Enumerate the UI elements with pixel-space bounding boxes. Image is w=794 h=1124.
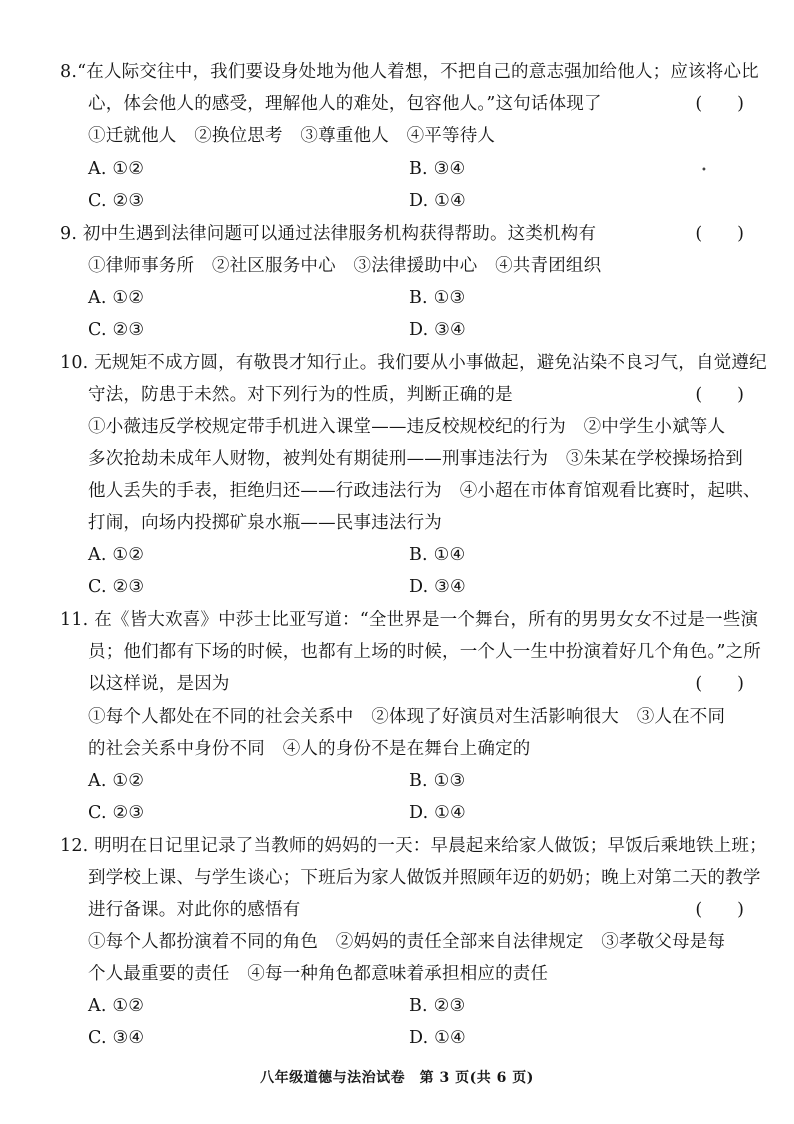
q8-option-b: B. ③④ <box>409 159 466 179</box>
q9-stem-line-1: 9. 初中生遇到法律问题可以通过法律服务机构获得帮助。这类机构有 <box>60 224 597 244</box>
q11-option-d: D. ①④ <box>409 803 466 823</box>
page-footer: 八年级道德与法治试卷 第 3 页(共 6 页) <box>260 1070 534 1086</box>
q12-answer-bracket: ( ) <box>695 900 744 920</box>
q12-option-c: C. ③④ <box>88 1028 145 1048</box>
q11-stem-line-2: 员；他们都有下场的时候，也都有上场的时候，一个人一生中扮演着好几个角色。”之所 <box>88 642 761 662</box>
q12-option-d: D. ①④ <box>409 1028 466 1048</box>
q8-stem-line-1: 8.“在人际交往中，我们要设身处地为他人着想，不把自己的意志强加给他人；应该将心比 <box>60 62 759 82</box>
q10-option-b: B. ①④ <box>409 545 466 565</box>
q9-option-a: A. ①② <box>88 288 145 308</box>
q9-items: ①律师事务所 ②社区服务中心 ③法律援助中心 ④共青团组织 <box>88 256 602 276</box>
q12-option-b: B. ②③ <box>409 996 466 1016</box>
q12-items-line-1: ①每个人都扮演着不同的角色 ②妈妈的责任全部来自法律规定 ③孝敬父母是每 <box>88 932 726 952</box>
q11-option-a: A. ①② <box>88 771 145 791</box>
q8-items: ①迁就他人 ②换位思考 ③尊重他人 ④平等待人 <box>88 126 496 146</box>
q10-items-line-3: 他人丢失的手表，拒绝归还——行政违法行为 ④小超在市体育馆观看比赛时，起哄、 <box>88 481 761 501</box>
q9-option-d: D. ③④ <box>409 320 466 340</box>
q12-option-a: A. ①② <box>88 996 145 1016</box>
q10-option-c: C. ②③ <box>88 577 145 597</box>
q8-option-a: A. ①② <box>88 159 145 179</box>
q8-option-c: C. ②③ <box>88 191 145 211</box>
q11-option-b: B. ①③ <box>409 771 466 791</box>
q8-answer-bracket: ( ) <box>695 94 744 114</box>
q10-items-line-2: 多次抢劫未成年人财物，被判处有期徒刑——刑事违法行为 ③朱某在学校操场拾到 <box>88 449 743 469</box>
q10-items-line-1: ①小薇违反学校规定带手机进入课堂——违反校规校纪的行为 ②中学生小斌等人 <box>88 417 726 437</box>
q11-items-line-1: ①每个人都处在不同的社会关系中 ②体现了好演员对生活影响很大 ③人在不同 <box>88 707 726 727</box>
q11-stem-line-1: 11. 在《皆大欢喜》中莎士比亚写道：“全世界是一个舞台，所有的男男女女不过是一些演 <box>60 610 759 630</box>
scan-speck: • <box>701 165 707 176</box>
q9-option-c: C. ②③ <box>88 320 145 340</box>
q8-option-d: D. ①④ <box>409 191 466 211</box>
q9-answer-bracket: ( ) <box>695 224 744 244</box>
q10-answer-bracket: ( ) <box>695 385 744 405</box>
q10-option-d: D. ③④ <box>409 577 466 597</box>
q10-stem-line-2: 守法，防患于未然。对下列行为的性质，判断正确的是 <box>88 385 513 405</box>
q11-items-line-2: 的社会关系中身份不同 ④人的身份不是在舞台上确定的 <box>88 739 531 759</box>
q9-option-b: B. ①③ <box>409 288 466 308</box>
q11-option-c: C. ②③ <box>88 803 145 823</box>
q8-stem-line-2: 心，体会他人的感受，理解他人的难处，包容他人。”这句话体现了 <box>88 94 602 114</box>
q12-stem-line-2: 到学校上课、与学生谈心；下班后为家人做饭并照顾年迈的奶奶；晚上对第二天的教学 <box>88 868 761 888</box>
q12-items-line-2: 个人最重要的责任 ④每一种角色都意味着承担相应的责任 <box>88 964 549 984</box>
q12-stem-line-3: 进行备课。对此你的感悟有 <box>88 900 301 920</box>
q10-option-a: A. ①② <box>88 545 145 565</box>
q11-stem-line-3: 以这样说，是因为 <box>88 674 230 694</box>
q10-items-line-4: 打闹，向场内投掷矿泉水瓶——民事违法行为 <box>88 513 442 533</box>
q10-stem-line-1: 10. 无规矩不成方圆，有敬畏才知行止。我们要从小事做起，避免沾染不良习气，自觉遵纪 <box>60 353 767 373</box>
q11-answer-bracket: ( ) <box>695 674 744 694</box>
q12-stem-line-1: 12. 明明在日记里记录了当教师的妈妈的一天：早晨起来给家人做饭；早饭后乘地铁上班； <box>60 836 767 856</box>
